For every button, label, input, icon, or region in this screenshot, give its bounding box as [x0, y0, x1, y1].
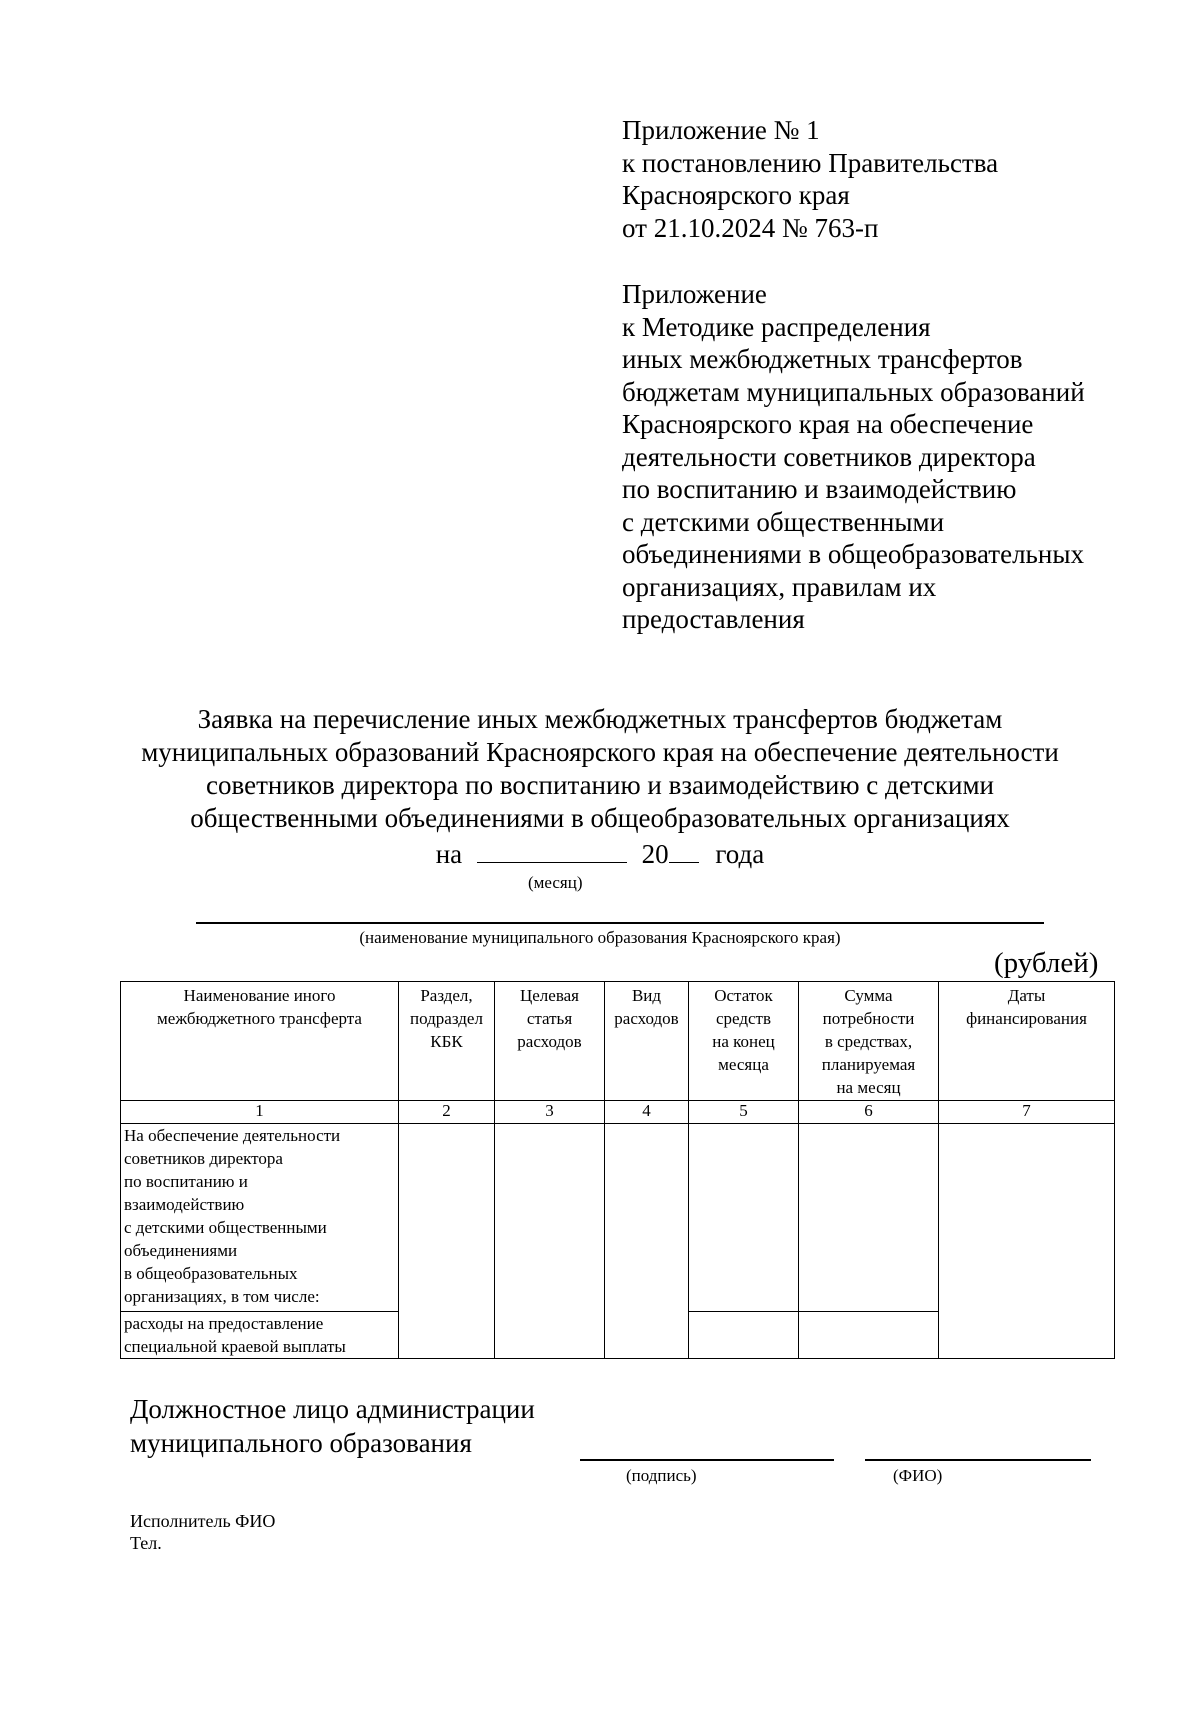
appendix-2-line: объединениями в общеобразовательных	[622, 539, 1084, 569]
appendix-1-line: к постановлению Правительства	[622, 147, 999, 178]
header-financing-dates: Даты финансирования	[939, 982, 1115, 1101]
municipality-name-line[interactable]	[196, 922, 1044, 924]
row-sub-label: расходы на предоставление специальной краевой выплаты	[121, 1312, 399, 1359]
appendix-2-line: иных межбюджетных трансфертов	[622, 344, 1023, 374]
column-number: 7	[939, 1101, 1115, 1124]
period-prefix: на	[435, 839, 463, 869]
header-balance: Остаток средств на конец месяца	[689, 982, 799, 1101]
cell-balance-sub[interactable]	[689, 1312, 799, 1359]
header-kbk-section: Раздел, подраздел КБК	[399, 982, 495, 1101]
appendix-1-block	[622, 114, 998, 244]
table-row-main	[121, 1124, 1115, 1312]
municipality-caption: (наименование муниципального образования Красноярского края)	[359, 928, 841, 947]
column-number: 1	[121, 1101, 399, 1124]
full-name-caption: (ФИО)	[893, 1466, 943, 1485]
units-label: (рублей)	[994, 947, 1099, 979]
appendix-2-line: Приложение	[622, 279, 767, 309]
appendix-methodology-block	[622, 278, 1085, 636]
cell-amount-sub[interactable]	[799, 1312, 939, 1359]
cell-amount-main[interactable]	[799, 1124, 939, 1312]
appendix-1-line: Красноярского края	[622, 180, 850, 210]
header-required-amount: Сумма потребности в средствах, планируемая на месяц	[799, 982, 939, 1101]
signature-caption: (подпись)	[626, 1466, 697, 1485]
row-main-label: На обеспечение деятельности советников директора по воспитанию и взаимодействию с детскими общественными объединениями в общеобразовательных организациях, в том числе:	[121, 1124, 399, 1312]
period-line	[0, 838, 1200, 871]
column-number-row	[121, 1101, 1115, 1124]
appendix-2-line: по воспитанию и взаимодействию	[622, 474, 1017, 504]
phone-label: Тел.	[130, 1533, 162, 1553]
header-target-article: Целевая статья расходов	[495, 982, 605, 1101]
title-line: советников директора по воспитанию и взаимодействию с детскими	[206, 770, 994, 800]
appendix-1-line: Приложение № 1	[622, 115, 820, 145]
title-line: муниципальных образований Красноярского края на обеспечение деятельности	[141, 737, 1059, 767]
title-line: Заявка на перечисление иных межбюджетных трансфертов бюджетам	[197, 704, 1003, 734]
year-blank[interactable]	[669, 838, 699, 863]
table-header-row	[121, 982, 1115, 1101]
header-transfer-name: Наименование иного межбюджетного трансферта	[121, 982, 399, 1101]
appendix-2-line: бюджетам муниципальных образований	[622, 376, 1085, 407]
cell-balance-main[interactable]	[689, 1124, 799, 1312]
signature-line[interactable]	[580, 1459, 834, 1461]
executor-label: Исполнитель ФИО	[130, 1511, 276, 1531]
appendix-2-line: Красноярского края на обеспечение	[622, 409, 1034, 439]
official-title: Должностное лицо администрации муниципального образования	[130, 1394, 535, 1458]
full-name-line[interactable]	[865, 1459, 1091, 1461]
appendix-2-line: предоставления	[622, 604, 805, 634]
cell-target-article[interactable]	[495, 1124, 605, 1359]
appendix-2-line: деятельности советников директора	[622, 441, 1036, 472]
appendix-1-line: от 21.10.2024 № 763-п	[622, 212, 879, 243]
title-line: общественными объединениями в общеобразовательных организациях	[190, 803, 1010, 833]
column-number: 2	[399, 1101, 495, 1124]
cell-kbk[interactable]	[399, 1124, 495, 1359]
year-prefix: 20	[641, 839, 669, 869]
column-number: 3	[495, 1101, 605, 1124]
header-expense-type: Вид расходов	[605, 982, 689, 1101]
month-caption: (месяц)	[528, 873, 583, 892]
appendix-2-line: организациях, правилам их	[622, 571, 937, 602]
column-number: 6	[799, 1101, 939, 1124]
column-number: 4	[605, 1101, 689, 1124]
cell-financing-dates[interactable]	[939, 1124, 1115, 1359]
month-blank[interactable]	[477, 838, 627, 863]
column-number: 5	[689, 1101, 799, 1124]
document-title	[0, 703, 1200, 835]
appendix-2-line: к Методике распределения	[622, 311, 931, 342]
request-table	[120, 981, 1115, 1359]
executor-block	[130, 1510, 275, 1554]
appendix-2-line: с детскими общественными	[622, 506, 945, 537]
period-suffix: года	[715, 839, 765, 869]
cell-expense-type[interactable]	[605, 1124, 689, 1359]
